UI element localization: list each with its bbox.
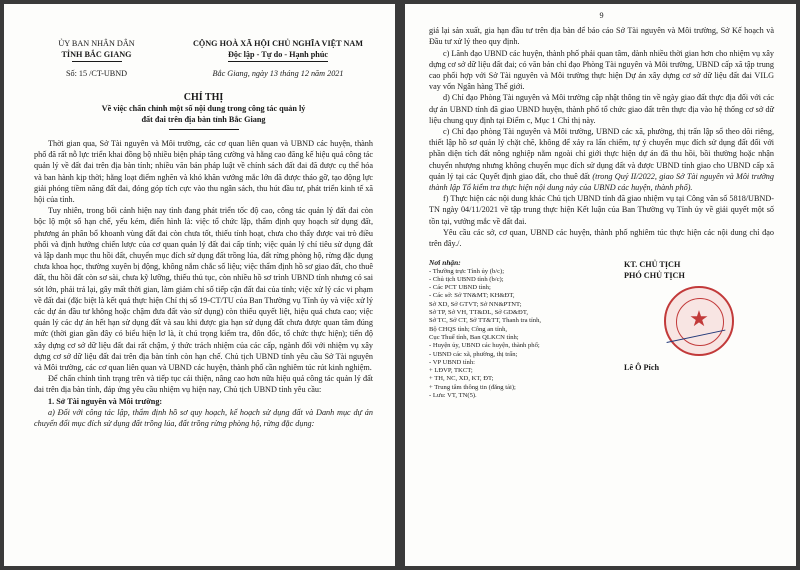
page-number: 9 — [599, 11, 604, 20]
recipients-list — [429, 259, 604, 400]
recipient-item: - Lưu: VT, TN(5). — [429, 392, 477, 400]
national-title — [183, 38, 373, 62]
section-5-item-text: c) Chỉ đạo phòng Tài nguyên và Môi trường, UBND các xã, phường, thị trấn lập sổ theo dõi riêng, thiết lập hồ sơ quản lý chặt chẽ, không để xảy ra lấn chiếm, tự ý chuyển mục đích sử dụng đất đối với phần diện tích đất nông nghiệp nằm ngoài chỉ giới thực hiện dự án đã thu hồi, bồi thường hoặc nhận chuyển nhượng nhưng không chuyển mục đích sử dụng đất và được UBND tỉnh giao cho UBND cấp xã quản lý tại các Quyết định giao đất, cho thuê đất — [429, 127, 774, 181]
recipient-item: Sở XD, Sở GTVT; Sở NN&PTNT; — [429, 300, 522, 308]
document-page-1 — [4, 4, 395, 566]
document-header — [34, 38, 373, 62]
recipient-item: Sở TP, Sở VH, TT&DL, Sở GD&ĐT, — [429, 309, 529, 317]
nation-line-2: Độc lập - Tự do - Hạnh phúc — [227, 50, 329, 60]
signature-footer — [429, 259, 774, 400]
number-date-row — [34, 68, 373, 79]
doc-type-title: CHỈ THỊ — [183, 91, 224, 103]
doc-number: Số: 15 /CT-UBND — [65, 69, 128, 79]
paragraph-2: Tuy nhiên, trong bối cảnh hiện nay tình đang phát triển tốc độ cao, công tác quản lý đất đai còn bộc lộ một số hạn chế, yếu kém, điển hình là: việc tổ chức lập, thẩm định quy hoạch sử dụng đất, phương án phân bổ khoanh vùng đất đai còn chưa tốt, thiếu tính hoạt, chưa cho thấy được vai trò điều phối và định hướng chiến lược của cơ quan quản lý đất đai cấp tỉnh; việc quản lý chỉ tiêu sử dụng đất và lập danh mục thu hồi đất, chuyển mục đích sử dụng đất trồng lúa, đất rừng phòng hộ, rừng đặc dụng chưa khoa học, thường xuyên bị động, không nắm chắc số liệu; việc thẩm định hồ sơ giao đất, cho thuê đất, thu hồi đất còn sơ sài, chưa kỹ lưỡng, thiếu thủ tục, còn nhiều hồ sơ trình UBND tỉnh nhưng có sai sót lớn, phải trả lại, gây mất thời gian, làm giảm chỉ số tiếp cận đất đai của tỉnh; việc xử lý các vi phạm về đất đai (đặc biệt là kết quả thực hiện Chỉ thị số 19-CT/TU của Ban Thường vụ Tỉnh ủy và việc xử lý các dự án đầu tư không hoặc chậm đưa đất vào sử dụng) còn thiếu quyết liệt, hiệu quả chưa cao; việc quản lý các dự án hết hạn sử dụng đất và sau khi được gia hạn sử dụng đất chưa được quan tâm đúng mức (thời gian gần đây có biểu hiện lơ là, ít chú trọng kiểm tra, đôn đốc, tổ chức thực hiện); tiến độ xây dựng cơ sở dữ liệu đất đai rất chậm, ý thức trách nhiệm của các cấp, ngành đối với nhiệm vụ xây dựng cơ sở dữ liệu đất đai trên địa bàn tỉnh còn hạn chế. Chủ tịch UBND tỉnh yêu cầu Sở Tài nguyên và Môi trường, các cơ quan liên quan và UBND các huyện, thành phố cần nghiêm túc rút kinh nghiệm. — [34, 206, 373, 373]
org-line-2: TỈNH BẮC GIANG — [61, 50, 132, 60]
org-line-1: ỦY BAN NHÂN DÂN — [58, 39, 135, 48]
recipient-item: + Trung tâm thông tin (đăng tải); — [429, 383, 516, 391]
recipient-item: - Thường trực Tỉnh ủy (b/c); — [429, 267, 505, 275]
issuing-authority — [34, 38, 159, 62]
paragraph-3: Để chấn chỉnh tình trạng trên và tiếp tục cải thiện, nâng cao hơn nữa hiệu quả công tác quản lý đất đai trên địa bàn tỉnh, đáp ứng yêu cầu nhiệm vụ hiện nay, Chủ tịch UBND tỉnh yêu cầu: — [34, 374, 373, 395]
recipient-item: Cục Thuế tỉnh, Ban QLKCN tỉnh; — [429, 333, 519, 341]
doc-date: Bắc Giang, ngày 13 tháng 12 năm 2021 — [212, 69, 344, 79]
document-page-2 — [405, 4, 796, 566]
recipient-item: Sở TC, Sở CT, Sở TT&TT, Thanh tra tỉnh, — [429, 317, 542, 325]
recipient-item: + TH, NC, XD, KT, ĐT; — [429, 375, 494, 383]
signer-name: Lê Ô Pích — [624, 362, 660, 372]
paragraph-1: Thời gian qua, Sở Tài nguyên và Môi trường, các cơ quan liên quan và UBND các huyện, thành phố đã rất nỗ lực triển khai đồng bộ nhiều biện pháp tăng cường và hằng cao đăng kế hiệu quả công tác quản lý về đất đai trên địa bàn tỉnh; nhiều văn bản pháp luật về chính sách đất đai đã được cụ thể hóa và ban hành kịp thời; hằng loạt điểm nghẽn và khó khăn vướng mắc lớn đã được tháo gỡ, tạo động lực giải phóng tiềm năng đất đai, đóng góp tích cực vào thu ngân sách, thu hút đầu tư, phát triển kinh tế xã hội của tỉnh. — [34, 139, 373, 205]
recipient-item: + LĐVP, TKCT; — [429, 367, 473, 375]
doc-subject-1: Về việc chấn chỉnh một số nội dung trong công tác quản lý — [101, 103, 306, 113]
sign-title-1: KT. CHỦ TỊCH — [624, 260, 681, 270]
item-d: d) Chỉ đạo Phòng Tài nguyên và Môi trường cập nhật thông tin về ngày giao đất thực địa đối với các dự án UBND tỉnh đã giao UBND huyện, thành phố tổ chức giao đất trên thực địa vào hệ thống cơ sở dữ liệu chung quy định tại Điểm c, Mục 1 Chỉ thị này. — [429, 93, 774, 125]
recipient-item: - VP UBND tỉnh: — [429, 358, 475, 366]
official-seal-icon: ★ — [664, 286, 734, 356]
section-5-item — [429, 126, 774, 193]
closing-paragraph: Yêu cầu các sở, cơ quan, UBND các huyện, thành phố nghiêm túc thực hiện các nội dung chỉ đạo trên đây./. — [429, 227, 774, 249]
item-c: c) Lãnh đạo UBND các huyện, thành phố phải quan tâm, dành nhiều thời gian hơn cho nhiệm vụ xây dựng cơ sở dữ liệu đất đai; có văn bản chỉ đạo Phòng Tài nguyên và Môi trường, UBND cấp xã tập trung cao phối hợp với Sở Tài nguyên và Môi trường thực hiện Dự án xây dựng cơ sở dữ liệu đất đai VILG vay vốn Ngân hàng Thế giới. — [429, 48, 774, 92]
doc-subject-2: đất đai trên địa bàn tỉnh Bắc Giang — [141, 114, 266, 124]
item-f: f) Thực hiện các nội dung khác Chủ tịch UBND tỉnh đã giao nhiệm vụ tại Công văn số 5818/UBND-TN ngày 04/11/2021 về tập trung thực hiện Kết luận của Ban Thường vụ Tỉnh ủy về giải quyết một số tồn tại, vướng mắc về đất đai. — [429, 194, 774, 226]
section-1-heading: 1. Sở Tài nguyên và Môi trường: — [48, 396, 163, 406]
subject-underline — [169, 129, 239, 130]
sign-title-2: PHÓ CHỦ TỊCH — [624, 271, 685, 281]
recipients-title: Nơi nhận: — [429, 258, 461, 268]
continued-text: giá lại sản xuất, gia hạn đầu tư trên địa bàn để báo cáo Sở Tài nguyên và Môi trường, Sở Kế hoạch và Đầu tư xử lý theo quy định. — [429, 26, 774, 47]
section-1-item-a: a) Đối với công tác lập, thẩm định hồ sơ quy hoạch, kế hoạch sử dụng đất và Danh mục dự án chuyển đổi mục đích sử dụng đất trồng lúa, đất trồng rừng phòng hộ, rừng đặc dụng: — [34, 407, 373, 429]
recipient-item: - Chủ tịch UBND tỉnh (b/c); — [429, 275, 504, 283]
section-5-item-italic: (trong Quý II/2022, giao Sở Tài nguyên và Môi trường thành lập Tổ kiểm tra thực hiện nội dung này của UBND các huyện, thành phố). — [429, 171, 774, 193]
recipient-item: - UBND các xã, phường, thị trấn; — [429, 350, 518, 358]
recipient-item: - Các PCT UBND tỉnh; — [429, 284, 491, 292]
recipient-item: - Huyện ủy, UBND các huyện, thành phố; — [429, 342, 540, 350]
org-underline — [72, 61, 122, 62]
recipient-item: Bộ CHQS tỉnh; Công an tỉnh, — [429, 325, 508, 333]
recipient-item: - Các sở: Sở TN&MT; KH&ĐT, — [429, 292, 515, 300]
signature-block — [624, 259, 774, 400]
nation-underline — [228, 61, 328, 62]
nation-line-1: CỘNG HOÀ XÃ HỘI CHỦ NGHĨA VIỆT NAM — [192, 39, 364, 48]
